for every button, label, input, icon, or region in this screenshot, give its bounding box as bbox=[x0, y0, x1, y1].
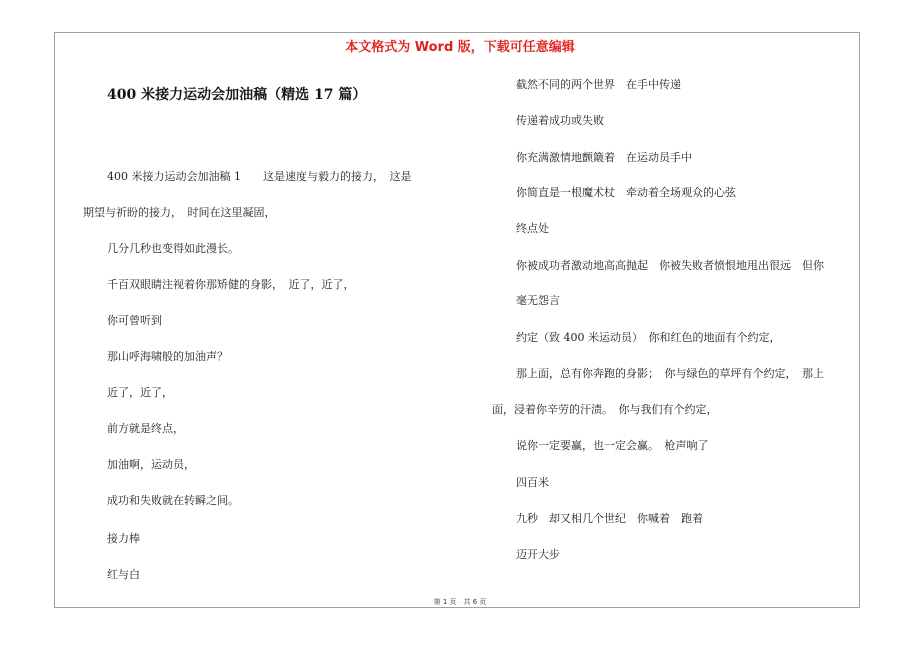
right-line-2: 传递着成功或失败 bbox=[516, 114, 604, 127]
page-border bbox=[54, 32, 860, 608]
word-format-banner: 本文格式为 Word 版，下载可任意编辑 bbox=[345, 40, 575, 55]
left-line-3: 几分几秒也变得如此漫长。 bbox=[107, 242, 239, 255]
left-line-5: 你可曾听到 bbox=[107, 314, 162, 327]
left-line-4: 千百双眼睛注视着你那矫健的身影， 近了，近了， bbox=[107, 278, 355, 291]
right-line-12: 四百米 bbox=[516, 476, 549, 489]
right-line-7: 毫无怨言 bbox=[516, 294, 560, 307]
right-line-10: 面，浸着你辛劳的汗渍。 你与我们有个约定， bbox=[492, 403, 718, 416]
left-line-11: 接力棒 bbox=[107, 532, 140, 545]
left-line-8: 前方就是终点， bbox=[107, 422, 184, 435]
right-line-5: 终点处 bbox=[516, 222, 549, 235]
left-line-9: 加油啊，运动员， bbox=[107, 458, 195, 471]
page-number: 第 1 页 共 6 页 bbox=[433, 598, 487, 606]
right-line-13: 九秒 却又相几个世纪 你喊着 跑着 bbox=[516, 512, 703, 525]
left-line-10: 成功和失败就在转瞬之间。 bbox=[107, 494, 239, 507]
right-line-14: 迈开大步 bbox=[516, 548, 560, 561]
document-title: 400 米接力运动会加油稿（精选 17 篇） bbox=[107, 87, 367, 103]
right-line-1: 截然不同的两个世界 在手中传递 bbox=[516, 78, 681, 91]
right-line-3: 你充满激情地颤簸着 在运动员手中 bbox=[516, 151, 692, 164]
left-line-12: 红与白 bbox=[107, 568, 140, 581]
left-line-1: 400 米接力运动会加油稿 1 这是速度与毅力的接力， 这是 bbox=[107, 170, 412, 183]
right-line-8: 约定（致 400 米运动员） 你和红色的地面有个约定， bbox=[516, 331, 781, 344]
right-line-4: 你简直是一根魔术杖 牵动着全场观众的心弦 bbox=[516, 186, 736, 199]
right-line-11: 说你一定要赢，也一定会赢。 枪声响了 bbox=[516, 439, 709, 452]
left-line-6: 那山呼海啸般的加油声？ bbox=[107, 350, 228, 363]
right-line-9: 那上面，总有你奔跑的身影； 你与绿色的草坪有个约定， 那上 bbox=[516, 367, 824, 380]
left-line-7: 近了，近了， bbox=[107, 386, 173, 399]
left-line-2: 期望与祈盼的接力， 时间在这里凝固， bbox=[83, 206, 276, 219]
right-line-6: 你被成功者激动地高高抛起 你被失败者愤恨地甩出很远 但你 bbox=[516, 259, 824, 272]
